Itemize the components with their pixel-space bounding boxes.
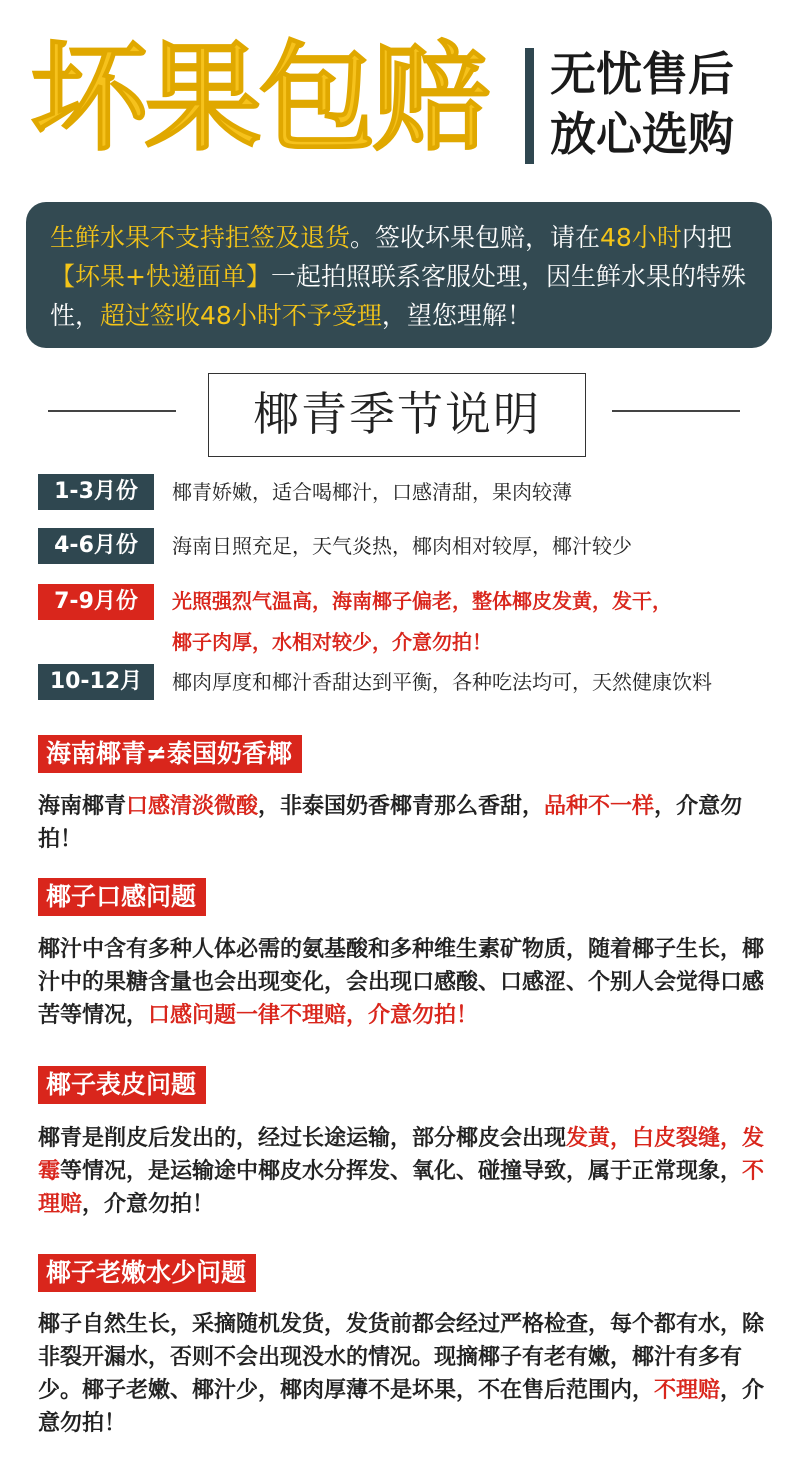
notice-no-return: 生鲜水果不支持拒签及退货 — [50, 223, 351, 252]
issue-water-b: 不理赔 — [654, 1378, 721, 1403]
issue-skin-a: 椰青是削皮后发出的，经过长途运输，部分椰皮会出现 — [38, 1126, 567, 1151]
issue-skin-d: 不理赔 — [38, 1159, 765, 1217]
notice-48h: 48小时 — [600, 223, 682, 252]
issue-tag-taste: 椰子口感问题 — [38, 878, 206, 916]
issue-tag-skin: 椰子表皮问题 — [38, 1066, 206, 1104]
season-tag-1-3: 1-3月份 — [38, 474, 154, 510]
season-text-10-12: 椰肉厚度和椰汁香甜达到平衡，各种吃法均可，天然健康饮料 — [172, 670, 712, 694]
notice-required-items: 【坏果+快递面单】 — [50, 262, 271, 291]
season-text-7-9-line-1: 光照强烈气温高，海南椰子偏老，整体椰皮发黄，发干， — [172, 589, 672, 613]
notice-box — [26, 202, 772, 348]
header-slogan — [550, 44, 790, 164]
slogan-line-1: 无忧售后 — [550, 47, 734, 101]
issue-taste-b: 口感问题一律不理赔，介意勿拍！ — [148, 1003, 479, 1028]
issue-tag-water: 椰子老嫩水少问题 — [38, 1254, 256, 1292]
issue-skin-e: ，介意勿拍！ — [82, 1192, 215, 1217]
issue-text-skin — [38, 1122, 766, 1221]
season-text-1-3: 椰青娇嫩，适合喝椰汁，口感清甜，果肉较薄 — [172, 480, 572, 504]
notice-text-3: 一起拍照联系客服处理，因生鲜水果的特殊性， — [50, 262, 746, 330]
slogan-line-2: 放心选购 — [550, 107, 734, 161]
issue-tag-variety: 海南椰青≠泰国奶香椰 — [38, 735, 302, 773]
issue-variety-d: 品种不一样 — [544, 794, 655, 819]
issue-text-variety — [38, 790, 766, 856]
headline: 坏果包赔 — [30, 29, 487, 167]
issue-text-taste — [38, 933, 766, 1032]
season-tag-10-12: 10-12月 — [38, 664, 154, 700]
season-text-7-9-line-2: 椰子肉厚，水相对较少，介意勿拍！ — [172, 630, 492, 654]
header-banner — [0, 0, 800, 190]
section-rule-right — [612, 410, 740, 412]
issue-water-c: ，介意勿拍！ — [38, 1378, 765, 1436]
issue-variety-e: ，介意勿拍！ — [38, 794, 743, 852]
section-rule-left — [48, 410, 176, 412]
issue-variety-b: 口感清淡微酸 — [126, 794, 259, 819]
issue-variety-a: 海南椰青 — [38, 794, 127, 819]
notice-text-4: ，望您理解！ — [381, 301, 532, 330]
season-tag-4-6: 4-6月份 — [38, 528, 154, 564]
issue-skin-c: 等情况，是运输途中椰皮水分挥发、氧化、碰撞导致，属于正常现象， — [60, 1159, 743, 1184]
notice-deadline: 超过签收48小时不予受理 — [100, 301, 382, 330]
issue-text-water — [38, 1308, 766, 1440]
issue-variety-c: ，非泰国奶香椰青那么香甜， — [258, 794, 545, 819]
header-divider — [525, 48, 534, 164]
issue-water-a: 椰子自然生长，采摘随机发货，发货前都会经过严格检查，每个都有水，除非裂开漏水，否则不会出现没水的情况。现摘椰子有老有嫩，椰汁有多有少。椰子老嫩、椰汁少，椰肉厚薄不是坏果，不在售后范围内， — [38, 1312, 765, 1403]
season-text-4-6: 海南日照充足，天气炎热，椰肉相对较厚，椰汁较少 — [172, 534, 632, 558]
season-tag-7-9: 7-9月份 — [38, 584, 154, 620]
section-title: 椰青季节说明 — [208, 373, 586, 457]
issue-skin-b: 发黄，白皮裂缝，发霉 — [38, 1126, 765, 1184]
notice-text-2: 内把 — [681, 223, 732, 252]
issue-taste-a: 椰汁中含有多种人体必需的氨基酸和多种维生素矿物质，随着椰子生长，椰汁中的果糖含量也会出现变化，会出现口感酸、口感涩、个别人会觉得口感苦等情况， — [38, 937, 765, 1028]
season-text-7-9 — [172, 581, 672, 663]
notice-text-1: 。签收坏果包赔，请在 — [350, 223, 601, 252]
